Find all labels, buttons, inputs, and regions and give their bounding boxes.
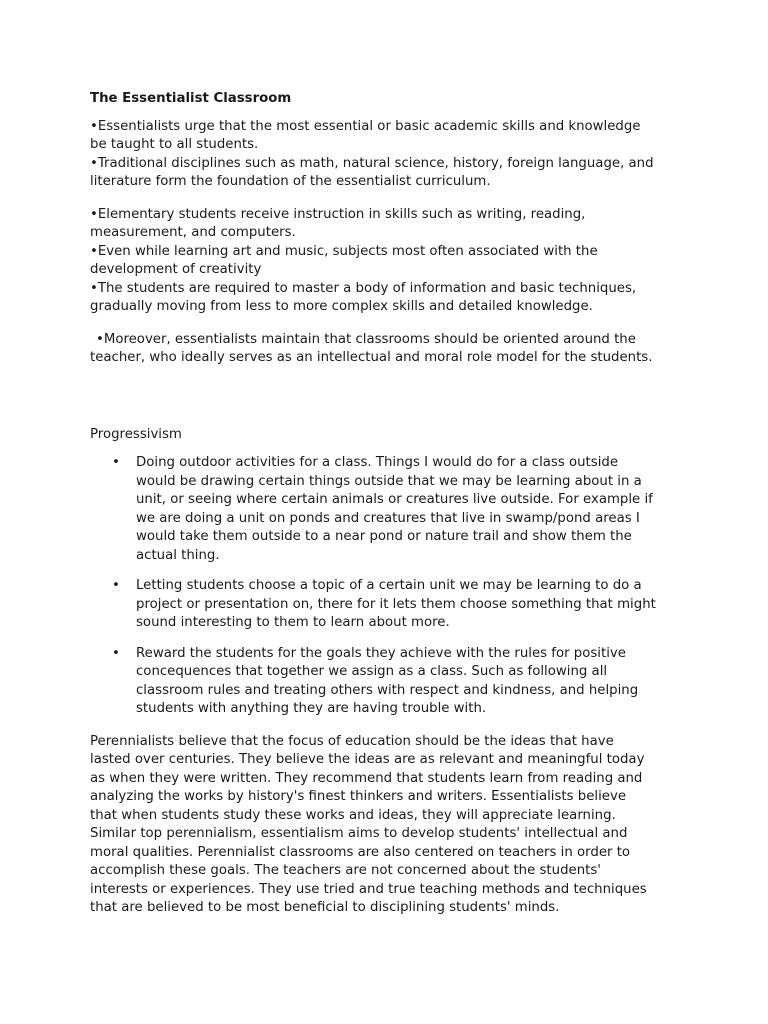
text-line: •Traditional disciplines such as math, natural science, history, foreign language, and xyxy=(90,155,654,171)
text-line: literature form the foundation of the essentialist curriculum. xyxy=(90,174,491,189)
list-item xyxy=(90,454,690,565)
document-page xyxy=(90,90,690,918)
list-item xyxy=(90,577,690,633)
text-line: measurement, and computers. xyxy=(90,225,296,240)
document-title: The Essentialist Classroom xyxy=(90,91,292,106)
text-line: would be drawing certain things outside that we may be learning about in a xyxy=(136,473,642,489)
bullet-icon: • xyxy=(112,645,120,661)
list-item xyxy=(90,645,690,719)
text-line: interests or experiences. They use tried and true teaching methods and techniques xyxy=(90,881,647,897)
text-line: moral qualities. Perennialist classrooms are also centered on teachers in order to xyxy=(90,844,631,860)
text-line: Letting students choose a topic of a certain unit we may be learning to do a xyxy=(136,578,642,593)
bullet-icon: • xyxy=(112,578,120,593)
text-line: •Elementary students receive instruction in skills such as writing, reading, xyxy=(90,206,586,222)
text-line: Similar top perennialism, essentialism aims to develop students' intellectual and xyxy=(90,826,628,841)
text-line: be taught to all students. xyxy=(90,137,259,152)
essentialist-block-1 xyxy=(90,118,690,192)
text-line: •Essentialists urge that the most essential or basic academic skills and knowledge xyxy=(90,118,641,134)
perennialist-paragraph xyxy=(90,733,690,918)
text-line: teacher, who ideally serves as an intellectual and moral role model for the students. xyxy=(90,350,653,365)
essentialist-block-2 xyxy=(90,206,690,317)
text-line: that are believed to be most beneficial to disciplining students' minds. xyxy=(90,900,560,915)
text-line: project or presentation on, there for it lets them choose something that might xyxy=(136,596,656,612)
text-line: development of creativity xyxy=(90,262,262,277)
text-line: •Even while learning art and music, subjects most often associated with the xyxy=(90,243,598,259)
text-line: students with anything they are having trouble with. xyxy=(136,701,487,716)
text-line: Doing outdoor activities for a class. Things I would do for a class outside xyxy=(136,455,619,470)
text-line: gradually moving from less to more complex skills and detailed knowledge. xyxy=(90,299,593,314)
text-line: lasted over centuries. They believe the ideas are as relevant and meaningful today xyxy=(90,752,645,767)
text-line: •Moreover, essentialists maintain that classrooms should be oriented around the xyxy=(96,331,636,347)
text-line: would take them outside to a near pond or nature trail and show them the xyxy=(136,529,632,544)
text-line: actual thing. xyxy=(136,547,220,563)
text-line: we are doing a unit on ponds and creatures that live in swamp/pond areas I xyxy=(136,510,640,526)
progressivism-heading: Progressivism xyxy=(90,426,182,442)
text-line: Perennialists believe that the focus of education should be the ideas that have xyxy=(90,733,614,749)
text-line: that when students study these works and ideas, they will appreciate learning. xyxy=(90,807,616,823)
text-line: Reward the students for the goals they achieve with the rules for positive xyxy=(136,645,626,661)
text-line: unit, or seeing where certain animals or creatures live outside. For example if xyxy=(136,492,653,507)
text-line: classroom rules and treating others with respect and kindness, and helping xyxy=(136,682,639,698)
text-line: as when they were written. They recommend that students learn from reading and xyxy=(90,770,643,786)
text-line: analyzing the works by history's finest thinkers and writers. Essentialists believe xyxy=(90,789,627,804)
text-line: sound interesting to them to learn about more. xyxy=(136,615,450,630)
essentialist-block-3 xyxy=(90,331,690,368)
text-line: accomplish these goals. The teachers are not concerned about the students' xyxy=(90,863,601,878)
bullet-icon: • xyxy=(112,455,120,470)
progressivism-list xyxy=(90,454,690,719)
text-line: concequences that together we assign as a class. Such as following all xyxy=(136,664,608,679)
text-line: •The students are required to master a body of information and basic techniques, xyxy=(90,280,637,296)
